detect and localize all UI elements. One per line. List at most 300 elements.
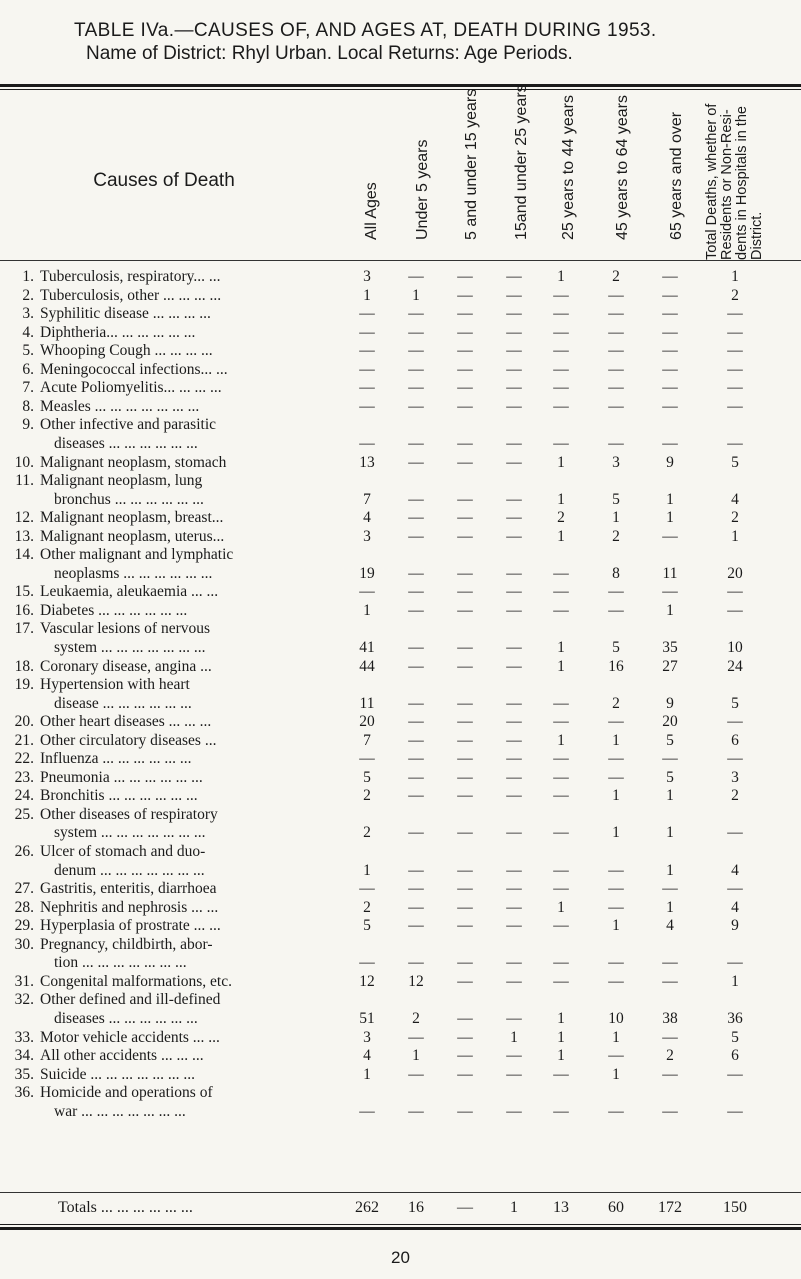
table-row	[0, 991, 801, 1028]
table-cell: —	[506, 713, 522, 731]
table-cell: —	[506, 379, 522, 397]
table-row	[0, 454, 801, 473]
table-cell: 35	[662, 638, 678, 656]
table-cell: 5	[731, 1028, 739, 1046]
cause-label: Homicide and operations of	[40, 1084, 213, 1102]
cause-label: Syphilitic disease ... ... ... ...	[40, 305, 211, 323]
row-number: 4.	[22, 323, 34, 341]
table-cell: 2	[612, 694, 620, 712]
table-cell: —	[408, 323, 424, 341]
table-cell: —	[506, 768, 522, 786]
row-number: 19.	[14, 676, 34, 694]
cause-label: Measles ... ... ... ... ... ... ...	[40, 397, 200, 415]
table-cell: 3	[731, 768, 739, 786]
row-number: 25.	[14, 805, 34, 823]
row-number: 33.	[14, 1028, 34, 1046]
cause-label: Malignant neoplasm, lung	[40, 472, 203, 490]
row-number: 20.	[14, 713, 34, 731]
table-row	[0, 379, 801, 398]
row-number: 29.	[14, 917, 34, 935]
table-cell: —	[457, 286, 473, 304]
table-row	[0, 472, 801, 509]
totals-label: Totals ... ... ... ... ... ...	[58, 1199, 193, 1216]
table-cell: 6	[731, 1047, 739, 1065]
table-cell: 1	[666, 824, 674, 842]
table-cell: —	[506, 601, 522, 619]
table-cell: 44	[359, 657, 375, 675]
table-cell: 1	[612, 824, 620, 842]
cause-label: Hyperplasia of prostrate ... ...	[40, 917, 221, 935]
table-cell: 4	[731, 490, 739, 508]
table-cell: —	[553, 379, 569, 397]
totals-cell: —	[457, 1199, 473, 1216]
column-header-label: Total Deaths, whether of Residents or Non-Resi- dents in Hospitals in the District.	[704, 103, 765, 260]
table-cell: —	[553, 713, 569, 731]
column-header	[500, 84, 530, 260]
cause-label: system ... ... ... ... ... ... ...	[54, 824, 206, 842]
table-row	[0, 843, 801, 880]
table-row	[0, 361, 801, 380]
table-row	[0, 787, 801, 806]
cause-label: Other defined and ill-defined	[40, 991, 221, 1009]
table-cell: 2	[731, 286, 739, 304]
table-cell: 2	[363, 787, 371, 805]
table-cell: —	[359, 360, 375, 378]
cause-label: Malignant neoplasm, stomach	[40, 453, 227, 471]
table-cell: —	[408, 360, 424, 378]
table-cell: 2	[363, 898, 371, 916]
table-cell: —	[408, 434, 424, 452]
table-cell: 1	[612, 1028, 620, 1046]
table-cell: 4	[731, 861, 739, 879]
totals-cell: 150	[723, 1199, 747, 1216]
totals-cell: 172	[658, 1199, 682, 1216]
cause-label: bronchus ... ... ... ... ... ...	[54, 490, 204, 508]
table-cell: —	[608, 880, 624, 898]
column-header	[450, 88, 480, 260]
table-row	[0, 1029, 801, 1048]
table-cell: —	[727, 342, 743, 360]
table-cell: —	[506, 1102, 522, 1120]
table-cell: —	[408, 638, 424, 656]
table-cell: —	[457, 1102, 473, 1120]
cause-label: Hypertension with heart	[40, 676, 190, 694]
table-cell: 20	[727, 564, 743, 582]
table-cell: —	[457, 657, 473, 675]
table-cell: —	[506, 638, 522, 656]
table-cell: —	[727, 323, 743, 341]
table-cell: —	[662, 1028, 678, 1046]
table-cell: —	[506, 397, 522, 415]
table-cell: 8	[612, 564, 620, 582]
table-cell: 2	[666, 1047, 674, 1065]
table-title: TABLE IVa.—CAUSES OF, AND AGES AT, DEATH DURING 1953.	[74, 20, 657, 41]
table-cell: —	[553, 824, 569, 842]
table-row	[0, 936, 801, 973]
table-cell: 13	[359, 453, 375, 471]
table-cell: 7	[363, 731, 371, 749]
table-cell: —	[553, 972, 569, 990]
table-subtitle: Name of District: Rhyl Urban. Local Returns: Age Periods.	[86, 43, 573, 64]
table-cell: 6	[731, 731, 739, 749]
table-row	[0, 324, 801, 343]
table-cell: —	[457, 564, 473, 582]
bottom-rule	[0, 1227, 801, 1230]
table-cell: —	[553, 397, 569, 415]
table-cell: —	[457, 731, 473, 749]
table-cell: —	[457, 490, 473, 508]
table-cell: —	[553, 861, 569, 879]
table-cell: 2	[363, 824, 371, 842]
table-cell: 12	[408, 972, 424, 990]
table-cell: —	[506, 898, 522, 916]
table-cell: —	[553, 286, 569, 304]
table-cell: —	[553, 601, 569, 619]
table-cell: —	[608, 1047, 624, 1065]
row-number: 10.	[14, 453, 34, 471]
cause-label: Motor vehicle accidents ... ...	[40, 1028, 220, 1046]
table-cell: —	[408, 898, 424, 916]
table-row	[0, 583, 801, 602]
table-row	[0, 1047, 801, 1066]
table-cell: —	[506, 583, 522, 601]
table-cell: —	[457, 379, 473, 397]
table-row	[0, 676, 801, 713]
table-cell: —	[608, 305, 624, 323]
table-cell: 5	[666, 731, 674, 749]
table-cell: 2	[612, 527, 620, 545]
table-cell: —	[408, 694, 424, 712]
row-number: 14.	[14, 546, 34, 564]
table-cell: —	[727, 750, 743, 768]
cause-label: neoplasms ... ... ... ... ... ...	[54, 564, 213, 582]
table-row	[0, 416, 801, 453]
table-cell: —	[506, 1009, 522, 1027]
bottom-rule-thin	[0, 1224, 801, 1225]
table-cell: 1	[557, 638, 565, 656]
table-cell: —	[457, 1028, 473, 1046]
row-number: 2.	[22, 286, 34, 304]
table-cell: 3	[363, 527, 371, 545]
row-number: 16.	[14, 601, 34, 619]
table-cell: —	[553, 694, 569, 712]
cause-label: Other circulatory diseases ...	[40, 731, 217, 749]
table-cell: —	[359, 434, 375, 452]
table-cell: —	[457, 1065, 473, 1083]
table-cell: —	[506, 360, 522, 378]
table-cell: 1	[557, 1009, 565, 1027]
table-cell: —	[359, 1102, 375, 1120]
table-cell: —	[506, 286, 522, 304]
table-cell: —	[727, 434, 743, 452]
table-cell: 1	[510, 1028, 518, 1046]
table-cell: 5	[731, 453, 739, 471]
table-cell: —	[662, 1102, 678, 1120]
table-cell: 1	[363, 286, 371, 304]
table-cell: 4	[731, 898, 739, 916]
table-cell: —	[553, 917, 569, 935]
cause-label: denum ... ... ... ... ... ... ...	[54, 861, 205, 879]
table-cell: —	[662, 305, 678, 323]
table-cell: —	[457, 898, 473, 916]
table-cell: —	[553, 1065, 569, 1083]
table-cell: —	[608, 323, 624, 341]
table-row	[0, 973, 801, 992]
table-cell: —	[408, 917, 424, 935]
table-cell: —	[553, 342, 569, 360]
table-cell: —	[408, 268, 424, 285]
table-cell: 2	[731, 787, 739, 805]
row-number: 3.	[22, 305, 34, 323]
column-header	[701, 92, 797, 260]
row-number: 9.	[22, 416, 34, 434]
cause-label: Acute Poliomyelitis... ... ... ...	[40, 379, 222, 397]
table-cell: 5	[666, 768, 674, 786]
row-number: 18.	[14, 657, 34, 675]
row-number: 24.	[14, 787, 34, 805]
table-cell: —	[457, 360, 473, 378]
table-cell: —	[506, 509, 522, 527]
table-cell: —	[553, 750, 569, 768]
table-cell: —	[506, 861, 522, 879]
table-row	[0, 750, 801, 769]
table-cell: —	[727, 397, 743, 415]
cause-label: Ulcer of stomach and duo-	[40, 843, 206, 861]
column-header-label: All Ages	[363, 182, 380, 240]
table-cell: —	[553, 583, 569, 601]
cause-label: Tuberculosis, other ... ... ... ...	[40, 286, 222, 304]
table-cell: 20	[359, 713, 375, 731]
table-cell: —	[608, 583, 624, 601]
table-cell: —	[359, 954, 375, 972]
table-cell: 5	[612, 490, 620, 508]
row-number: 15.	[14, 583, 34, 601]
cause-label: diseases ... ... ... ... ... ...	[54, 434, 198, 452]
table-cell: —	[608, 360, 624, 378]
top-rule-thin	[0, 89, 801, 90]
table-row	[0, 602, 801, 621]
table-cell: —	[408, 342, 424, 360]
table-cell: —	[408, 880, 424, 898]
table-cell: —	[506, 917, 522, 935]
table-cell: —	[662, 972, 678, 990]
table-cell: —	[457, 787, 473, 805]
totals-cell: 262	[355, 1199, 379, 1216]
table-cell: —	[457, 342, 473, 360]
table-cell: —	[359, 379, 375, 397]
table-cell: —	[662, 360, 678, 378]
table-cell: —	[408, 787, 424, 805]
table-cell: —	[662, 286, 678, 304]
table-cell: 1	[557, 1047, 565, 1065]
table-cell: —	[457, 694, 473, 712]
table-cell: —	[553, 360, 569, 378]
row-number: 28.	[14, 898, 34, 916]
table-cell: —	[457, 880, 473, 898]
table-row	[0, 509, 801, 528]
table-cell: —	[506, 453, 522, 471]
table-cell: —	[457, 601, 473, 619]
table-cell: —	[727, 601, 743, 619]
table-cell: 27	[662, 657, 678, 675]
table-cell: —	[359, 342, 375, 360]
table-cell: —	[457, 1047, 473, 1065]
table-cell: —	[408, 1065, 424, 1083]
table-cell: —	[662, 583, 678, 601]
table-cell: 1	[557, 731, 565, 749]
table-cell: —	[408, 564, 424, 582]
table-cell: —	[457, 954, 473, 972]
table-cell: —	[553, 434, 569, 452]
table-cell: 12	[359, 972, 375, 990]
table-cell: 1	[363, 601, 371, 619]
table-cell: —	[608, 342, 624, 360]
table-cell: —	[457, 453, 473, 471]
cause-label: Bronchitis ... ... ... ... ... ...	[40, 787, 198, 805]
table-cell: —	[506, 694, 522, 712]
table-row	[0, 769, 801, 788]
table-cell: 1	[412, 286, 420, 304]
table-cell: 16	[608, 657, 624, 675]
table-cell: —	[408, 1102, 424, 1120]
table-cell: —	[408, 583, 424, 601]
cause-label: Other heart diseases ... ... ...	[40, 713, 212, 731]
table-cell: —	[506, 824, 522, 842]
table-cell: 5	[731, 694, 739, 712]
table-cell: —	[727, 713, 743, 731]
table-cell: 2	[731, 509, 739, 527]
table-cell: —	[506, 564, 522, 582]
table-cell: —	[727, 1065, 743, 1083]
table-cell: —	[506, 750, 522, 768]
table-cell: —	[457, 305, 473, 323]
table-cell: 1	[666, 601, 674, 619]
table-row	[0, 713, 801, 732]
table-cell: —	[553, 305, 569, 323]
row-number: 8.	[22, 397, 34, 415]
table-cell: —	[408, 1028, 424, 1046]
table-cell: —	[608, 434, 624, 452]
page-number: 20	[391, 1248, 410, 1267]
cause-label: Congenital malformations, etc.	[40, 972, 232, 990]
table-cell: 9	[666, 694, 674, 712]
table-cell: —	[457, 527, 473, 545]
table-cell: 1	[412, 1047, 420, 1065]
table-cell: 1	[557, 657, 565, 675]
table-cell: 1	[557, 490, 565, 508]
table-cell: —	[662, 954, 678, 972]
cause-label: Gastritis, enteritis, diarrhoea	[40, 880, 217, 898]
cause-label: Nephritis and nephrosis ... ...	[40, 898, 219, 916]
cause-label: Whooping Cough ... ... ... ...	[40, 342, 213, 360]
table-cell: 1	[666, 898, 674, 916]
cause-label: Influenza ... ... ... ... ... ...	[40, 750, 192, 768]
table-cell: —	[553, 1102, 569, 1120]
totals-cell: 16	[408, 1199, 424, 1216]
column-header	[655, 92, 683, 260]
table-cell: 7	[363, 490, 371, 508]
cause-label: Other infective and parasitic	[40, 416, 217, 434]
table-cell: —	[553, 954, 569, 972]
column-header	[401, 92, 429, 260]
table-cell: —	[662, 527, 678, 545]
totals-rule	[0, 1192, 801, 1193]
cause-label: Other malignant and lymphatic	[40, 546, 234, 564]
cause-label: disease ... ... ... ... ... ...	[54, 694, 192, 712]
table-cell: —	[408, 768, 424, 786]
table-cell: —	[408, 750, 424, 768]
table-cell: 3	[363, 268, 371, 285]
cause-label: Diabetes ... ... ... ... ... ...	[40, 601, 188, 619]
table-cell: 1	[612, 731, 620, 749]
table-cell: —	[359, 880, 375, 898]
table-cell: —	[662, 750, 678, 768]
table-cell: —	[662, 1065, 678, 1083]
table-cell: 5	[363, 917, 371, 935]
table-cell: —	[553, 768, 569, 786]
table-cell: 3	[612, 453, 620, 471]
table-cell: —	[359, 583, 375, 601]
table-cell: —	[457, 638, 473, 656]
table-cell: —	[553, 564, 569, 582]
table-cell: —	[608, 379, 624, 397]
table-cell: —	[608, 1102, 624, 1120]
table-cell: —	[553, 880, 569, 898]
table-cell: —	[408, 453, 424, 471]
table-row	[0, 620, 801, 657]
table-cell: —	[506, 527, 522, 545]
cause-label: diseases ... ... ... ... ... ...	[54, 1009, 198, 1027]
table-cell: —	[506, 323, 522, 341]
table-cell: —	[506, 434, 522, 452]
table-cell: —	[408, 490, 424, 508]
table-cell: 1	[731, 268, 739, 285]
row-number: 35.	[14, 1065, 34, 1083]
table-cell: 4	[363, 509, 371, 527]
table-cell: —	[727, 880, 743, 898]
table-cell: 1	[666, 509, 674, 527]
totals-cell: 13	[553, 1199, 569, 1216]
table-cell: 9	[731, 917, 739, 935]
column-header	[350, 92, 378, 260]
row-number: 30.	[14, 935, 34, 953]
table-row	[0, 658, 801, 677]
totals-cell: 60	[608, 1199, 624, 1216]
row-number: 36.	[14, 1084, 34, 1102]
table-cell: 10	[608, 1009, 624, 1027]
table-cell: —	[408, 527, 424, 545]
top-rule	[0, 84, 801, 87]
table-row	[0, 806, 801, 843]
row-number: 27.	[14, 880, 34, 898]
table-cell: —	[408, 601, 424, 619]
cause-label: Malignant neoplasm, uterus...	[40, 527, 225, 545]
table-cell: 4	[666, 917, 674, 935]
column-header-label: 15and under 25 years	[513, 84, 530, 240]
table-cell: 1	[612, 509, 620, 527]
table-cell: —	[608, 601, 624, 619]
table-cell: 51	[359, 1009, 375, 1027]
table-cell: —	[553, 787, 569, 805]
cause-label: Coronary disease, angina ...	[40, 657, 212, 675]
table-cell: —	[727, 360, 743, 378]
table-cell: 41	[359, 638, 375, 656]
table-cell: —	[408, 824, 424, 842]
column-header-label: 5 and under 15 years	[463, 88, 480, 240]
table-cell: —	[727, 305, 743, 323]
table-cell: —	[662, 880, 678, 898]
table-cell: —	[408, 397, 424, 415]
